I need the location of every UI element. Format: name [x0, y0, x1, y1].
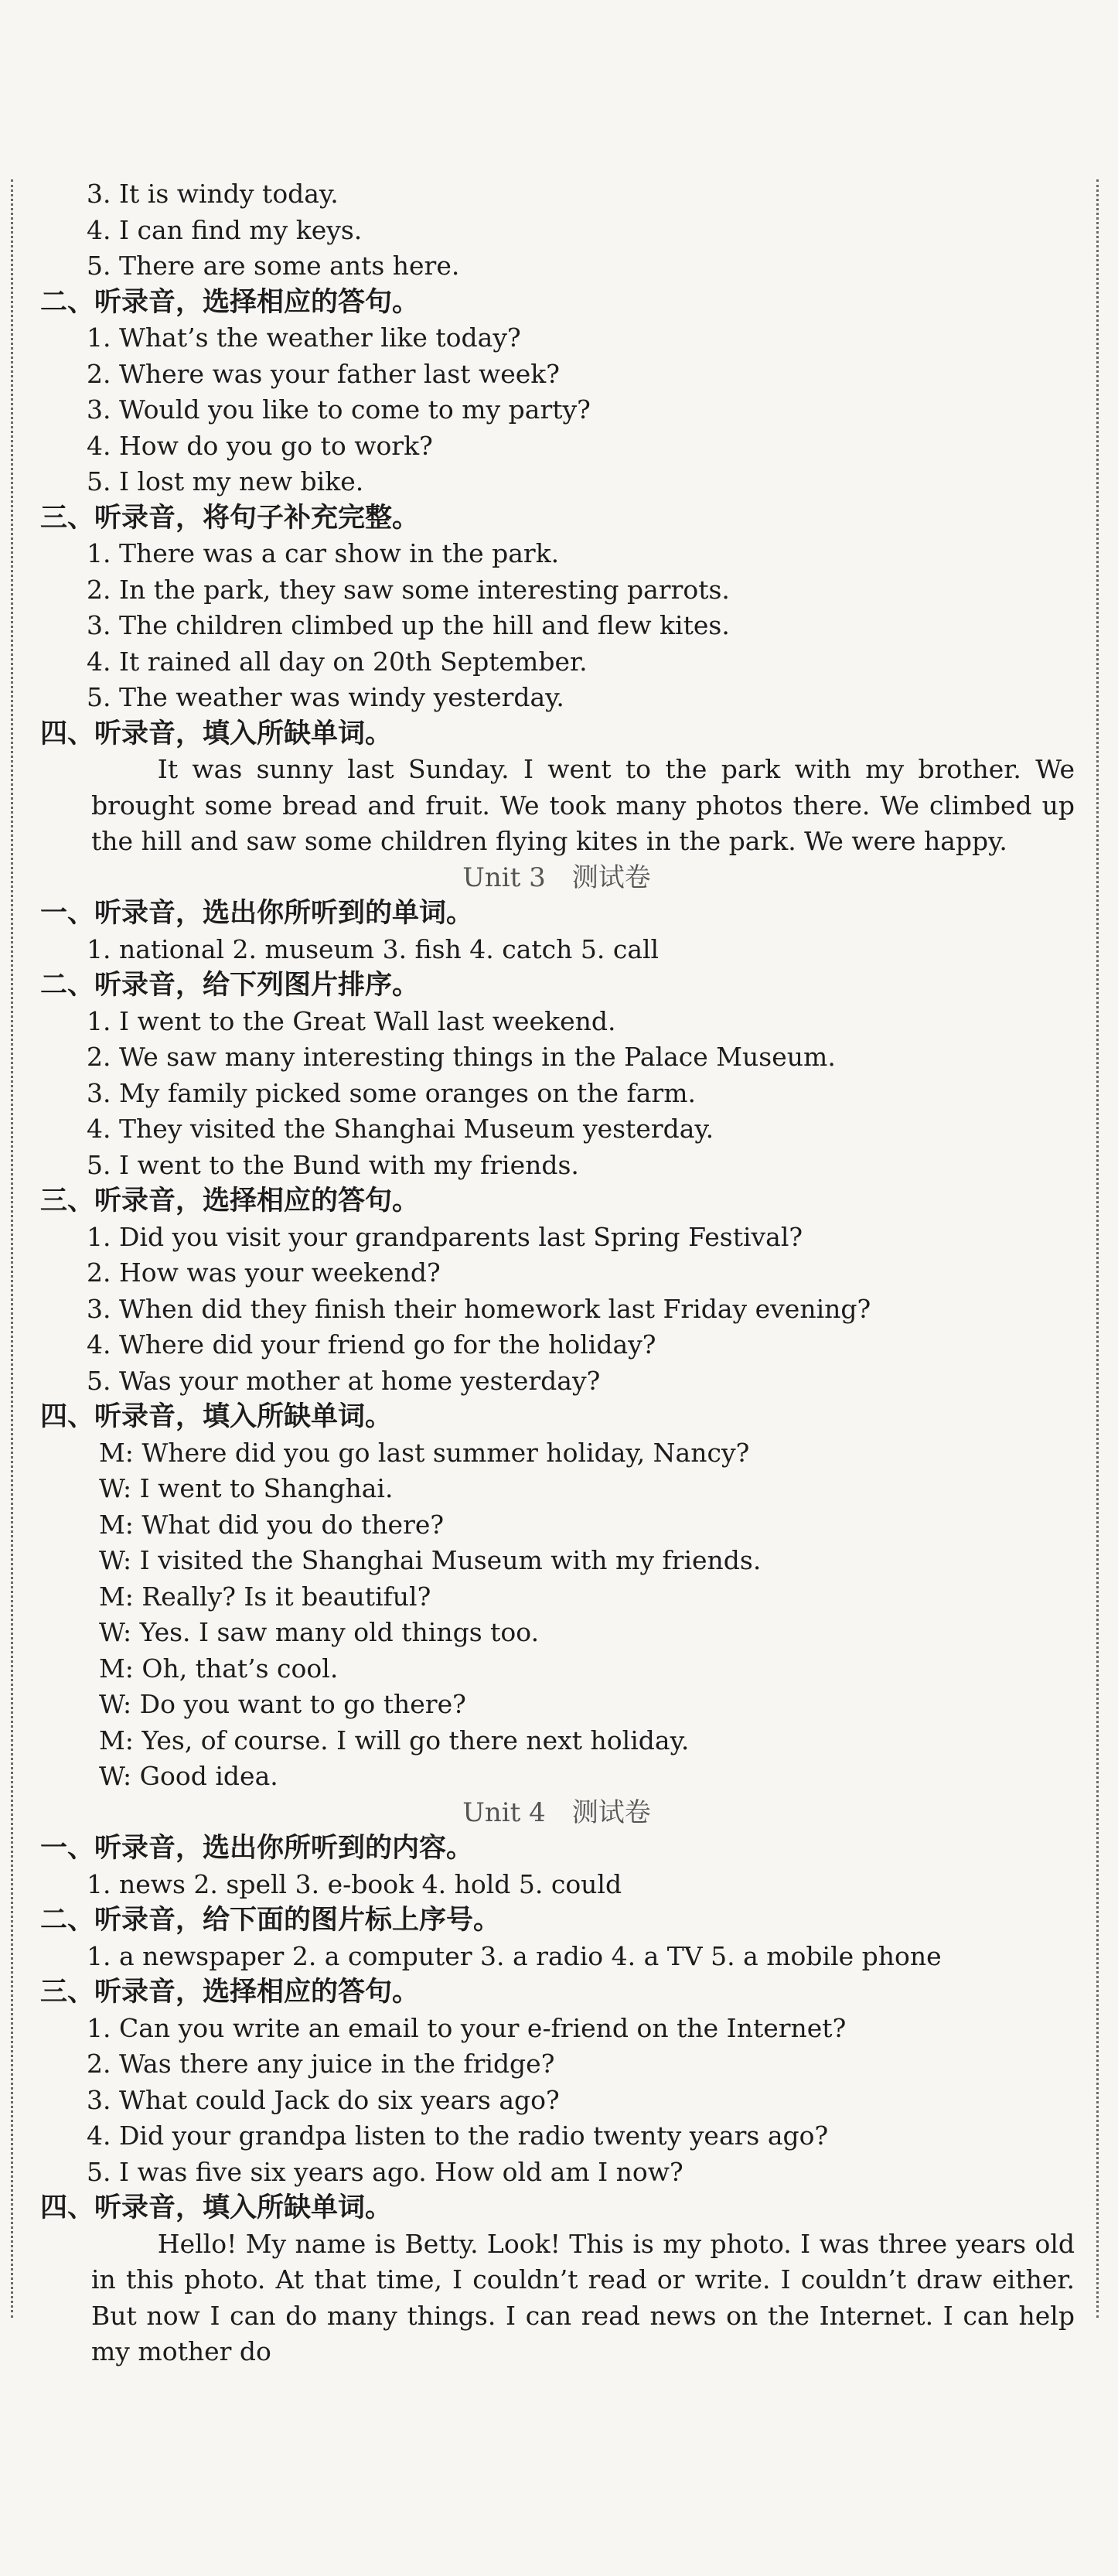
listening-passage: Hello! My name is Betty. Look! This is my photo. I was three years old in this photo. At that time, I couldn’t read or write. I couldn’t draw either. But now I can do many things. I can read news on the Internet. I can help my mother do [91, 2228, 1075, 2366]
left-cut-line [11, 179, 13, 2318]
answer-item: 3. It is windy today. [87, 179, 339, 209]
answer-item: 4. I can find my keys. [87, 214, 363, 245]
section-heading: 二、听录音，给下列图片排序。 [40, 970, 420, 1001]
answer-item: 2. Was there any juice in the fridge? [87, 2049, 555, 2079]
dialog-line: W: I visited the Shanghai Museum with my friends. [99, 1545, 762, 1575]
answer-item: 1. There was a car show in the park. [87, 538, 560, 568]
answer-item: 2. In the park, they saw some interesting parrots. [87, 574, 730, 605]
dialog-line: M: Really? Is it beautiful? [99, 1581, 431, 1612]
section-heading: 四、听录音，填入所缺单词。 [40, 1401, 393, 1432]
answer-item: 3. When did they finish their homework last Friday evening? [87, 1293, 871, 1324]
section-heading: 二、听录音，给下面的图片标上序号。 [40, 1905, 501, 1936]
section-heading: 四、听录音，填入所缺单词。 [40, 2192, 393, 2223]
answer-item: 2. We saw many interesting things in the Palace Museum. [87, 1042, 836, 1072]
answer-item: 1. national 2. museum 3. fish 4. catch 5. call [87, 933, 660, 964]
answer-item: 4. How do you go to work? [87, 430, 433, 461]
right-cut-line [1096, 179, 1099, 2318]
dialog-line: M: Where did you go last summer holiday, Nancy? [99, 1437, 750, 1468]
answer-item: 1. a newspaper 2. a computer 3. a radio 4. a TV 5. a mobile phone [87, 1940, 942, 1971]
section-heading: 三、听录音，选择相应的答句。 [40, 1186, 420, 1216]
answer-item: 1. Did you visit your grandparents last Spring Festival? [87, 1221, 803, 1252]
answer-item: 5. The weather was windy yesterday. [87, 682, 564, 712]
unit-label: Unit 4 [462, 1796, 546, 1828]
answer-item: 1. Can you write an email to your e-friend on the Internet? [87, 2012, 847, 2043]
answer-item: 3. My family picked some oranges on the farm. [87, 1077, 696, 1108]
answer-item: 5. I lost my new bike. [87, 466, 364, 496]
dialog-line: W: Yes. I saw many old things too. [99, 1617, 540, 1647]
dialog-line: W: Good idea. [99, 1761, 278, 1791]
section-heading: 三、听录音，将句子补充完整。 [40, 502, 420, 534]
answer-item: 4. Did your grandpa listen to the radio twenty years ago? [87, 2121, 829, 2151]
unit-title [39, 860, 1075, 896]
dialog-line: M: Oh, that’s cool. [99, 1653, 339, 1684]
answer-item: 5. Was your mother at home yesterday? [87, 1365, 601, 1396]
section-heading: 一、听录音，选出你所听到的单词。 [40, 898, 474, 929]
answer-item: 4. It rained all day on 20th September. [87, 646, 588, 677]
answer-item: 5. I went to the Bund with my friends. [87, 1149, 579, 1180]
answer-item: 2. Where was your father last week? [87, 358, 560, 389]
answer-item: 1. I went to the Great Wall last weekend. [87, 1005, 616, 1036]
page-content [39, 176, 1075, 2370]
answer-item: 2. How was your weekend? [87, 1257, 441, 1288]
answer-item: 3. Would you like to come to my party? [87, 394, 591, 425]
section-heading: 二、听录音，选择相应的答句。 [40, 286, 420, 318]
answer-item: 1. What’s the weather like today? [87, 322, 521, 353]
dialog-line: W: Do you want to go there? [99, 1689, 466, 1719]
section-heading: 一、听录音，选出你所听到的内容。 [40, 1833, 474, 1864]
answer-item: 4. They visited the Shanghai Museum yesterday. [87, 1114, 714, 1144]
dialog-line: W: I went to Shanghai. [99, 1473, 394, 1503]
unit-exam-label: 测试卷 [571, 1796, 651, 1828]
dialog-line: M: What did you do there? [99, 1509, 445, 1540]
listening-passage: It was sunny last Sunday. I went to the park with my brother. We brought some bread and fruit. We took many photos there. We climbed up the hill and saw some children flying kites in the park. We were happy. [91, 754, 1075, 856]
answer-item: 5. There are some ants here. [87, 251, 460, 281]
section-heading: 四、听录音，填入所缺单词。 [40, 718, 393, 749]
answer-item: 5. I was five six years ago. How old am I now? [87, 2156, 683, 2187]
unit-title [39, 1795, 1075, 1831]
answer-item: 3. The children climbed up the hill and flew kites. [87, 610, 730, 640]
section-heading: 三、听录音，选择相应的答句。 [40, 1977, 420, 2008]
answer-item: 3. What could Jack do six years ago? [87, 2084, 560, 2115]
unit-label: Unit 3 [462, 862, 546, 893]
dialog-line: M: Yes, of course. I will go there next holiday. [99, 1725, 690, 1755]
answer-item: 4. Where did your friend go for the holiday? [87, 1329, 656, 1360]
answer-item: 1. news 2. spell 3. e-book 4. hold 5. could [87, 1868, 622, 1899]
unit-exam-label: 测试卷 [571, 862, 651, 893]
